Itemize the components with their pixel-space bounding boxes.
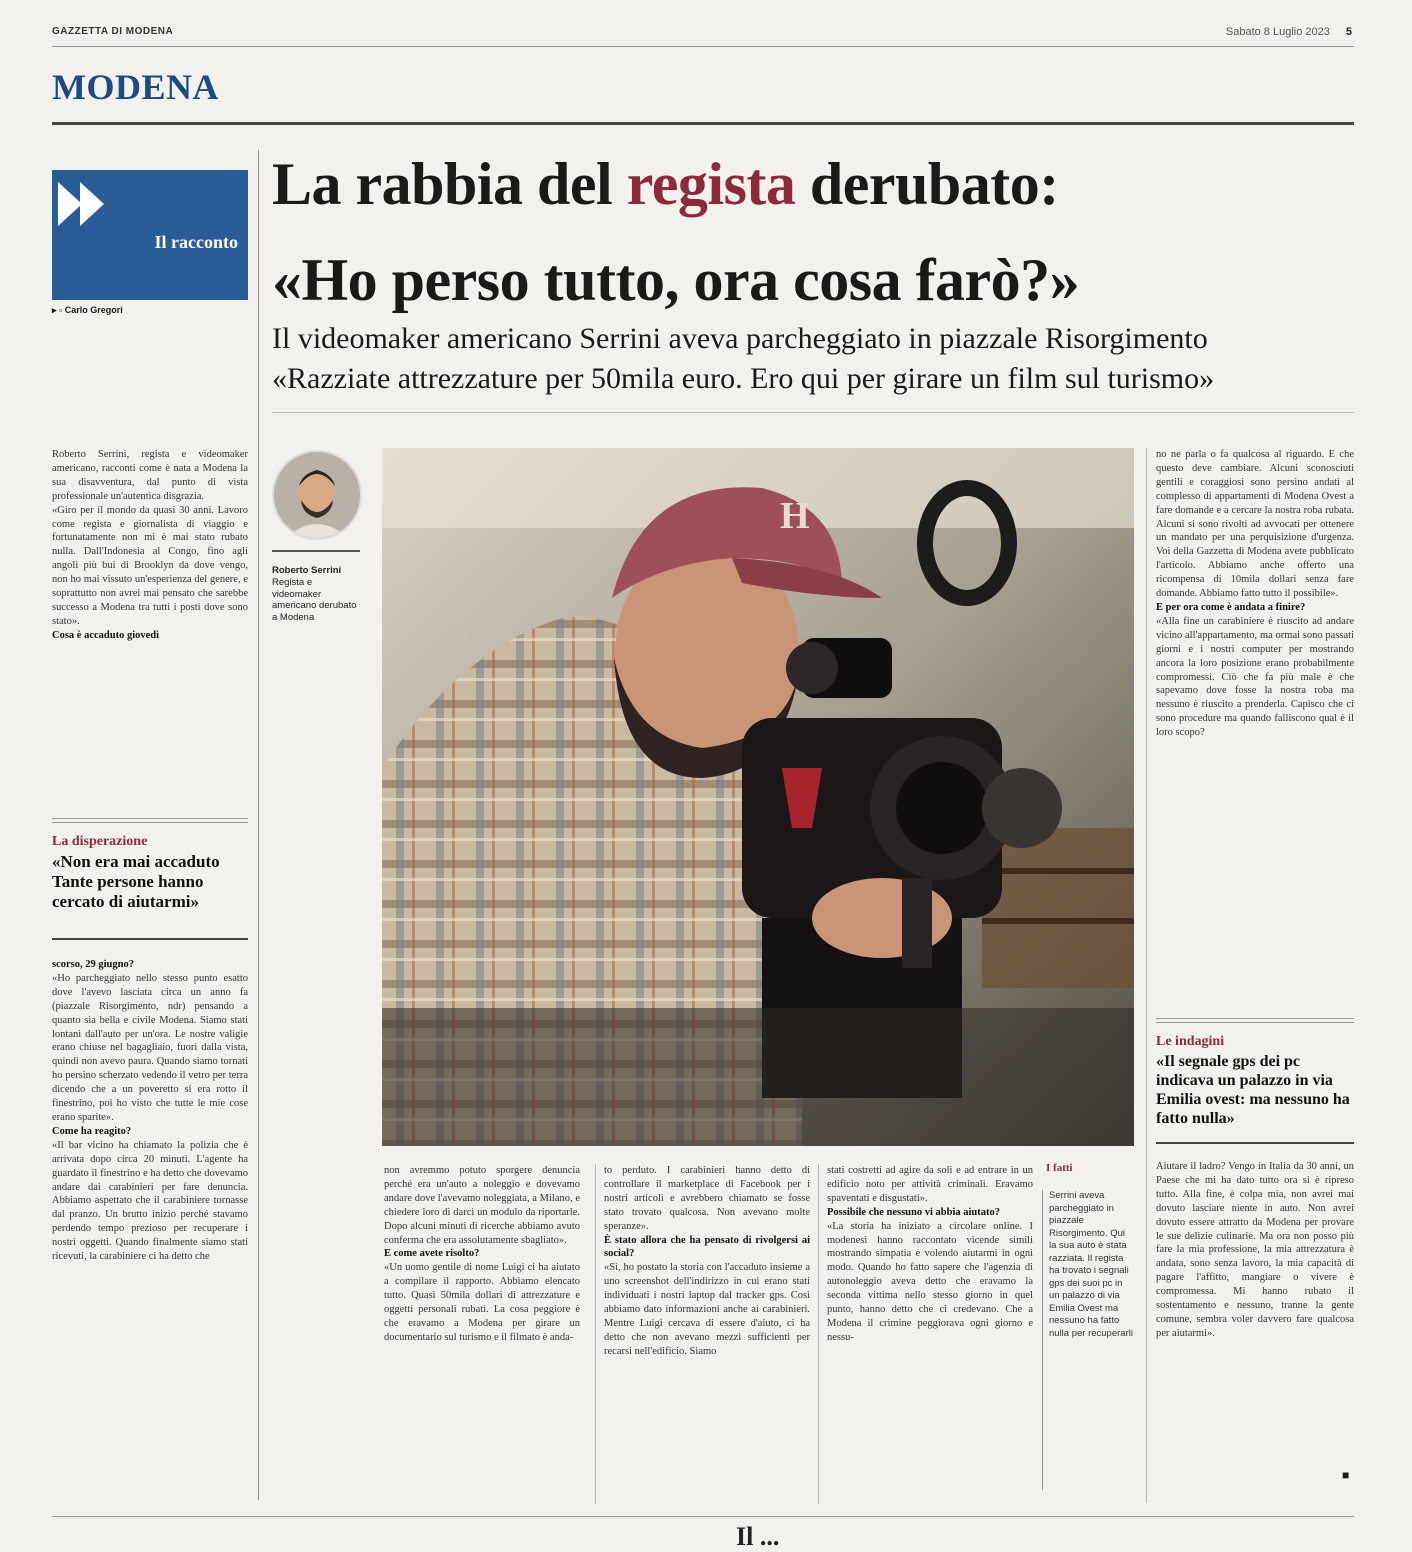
column-1-top [52, 448, 248, 790]
column-1-bottom [52, 958, 248, 1503]
headline-pre: La rabbia del [272, 151, 627, 217]
pull2-rule-top [1156, 1018, 1354, 1019]
interview-question: È stato allora che ha pensato di rivolgersi ai social? [604, 1234, 810, 1260]
masthead: GAZZETTA DI MODENA [52, 26, 174, 37]
body-paragraph: to perduto. I carabinieri hanno detto di controllare il marketplace di Facebook per i nostri articoli e avrebbero chiamato se fosse stato trovato qualcosa. Non avevano molte speranze». [604, 1165, 810, 1232]
page-number: 5 [1345, 26, 1352, 38]
column-5-bottom [1156, 1160, 1354, 1472]
caption-name: Roberto Serrini [272, 565, 342, 576]
subheadline-rule [272, 412, 1354, 413]
body-paragraph: stati costretti ad agire da soli e ad entrare in un edificio noto per attività criminali. Eravamo spaventati e disgustati». [827, 1165, 1033, 1204]
caption-rule [272, 550, 360, 552]
avatar-portrait [274, 452, 360, 538]
headline-line1 [272, 150, 1059, 219]
footer-rule [52, 1516, 1354, 1517]
interview-question: Come ha reagito? [52, 1125, 132, 1137]
photo-caption [272, 565, 362, 624]
headline-highlight: regista [626, 151, 796, 217]
body-paragraph: «Il bar vicino ha chiamato la polizia che è arrivata dopo circa 20 minuti. L'agente ha guardato il finestrino e ha detto che dovevamo andare dai carabinieri per fare denuncia. Abbiamo aspettato che il carabiniere tornasse dal pranzo. Un brutto inizio perché stavamo perdendo tempo prezioso per recuperare i nostri oggetti. Quando finalmente siamo stati ricevuti, la carabiniere ci ha detto che [52, 1139, 248, 1263]
footer-teaser: Il ... [736, 1522, 780, 1551]
headline-line2: «Ho perso tutto, ora cosa farò?» [272, 247, 1080, 313]
pull-rule-top2 [52, 822, 248, 823]
body-paragraph: «La storia ha iniziato a circolare online. I modenesi hanno raccontato vicende simili mostrando simpatia e volendo aiutarmi in ogni modo. Quando ho fatto sapere che l'agenzia di autonoleggio aveva detto che eravamo la seconda vittima nello stesso giorno in quel punto, hanno detto che ci credevano. Che a Modena il crimine peggiorava ogni giorno e nessu- [827, 1220, 1033, 1343]
caption-text: Regista e videomaker americano derubato a Modena [272, 576, 357, 624]
subheadline-line2: «Razziate attrezzature per 50mila euro. Ero qui per girare un film sul turismo» [272, 362, 1215, 395]
pullquote-text: «Non era mai accaduto Tante persone hanno cercato di aiutarmi» [52, 852, 220, 911]
column-4 [818, 1164, 1033, 1504]
headline-post: derubato: [795, 151, 1059, 217]
interview-question: Possibile che nessuno vi abbia aiutato? [827, 1206, 1000, 1218]
facts-box [1042, 1190, 1133, 1490]
facts-text: Serrini aveva parcheggiato in piazzale Risorgimento. Qui la sua auto è stata razziata. Il regista ha trovato i segnali gps dei suoi pc in un palazzo di via Emilia Ovest ma nessuno ha fatto nulla per recuperarli [1049, 1190, 1133, 1339]
date: Sabato 8 Luglio 2023 [1225, 26, 1330, 38]
pull-rule-bottom [52, 938, 248, 940]
interview-question: Cosa è accaduto giovedì [52, 629, 160, 641]
pull-rule-top [52, 818, 248, 819]
column-separator [258, 150, 259, 1500]
pullquote2-text: «Il segnale gps dei pc indicava un palazzo in via Emilia ovest: ma nessuno ha fatto nulla» [1156, 1053, 1350, 1127]
body-paragraph: Aiutare il ladro? Vengo in Italia da 30 anni, un Paese che mi ha dato tutto ora si è ripreso tutto. Alla fine, è colpa mia, non avrei mai dovuto lasciare niente in auto. Non avrei dovuto essere attratto da Modena per provare le sue delizie culinarie. Ma ora non posso più fare la mia professione, la mia attrezzatura è andata, sono senza lavoro, la mia capacità di pagare l'affitto, mangiare o vivere è compromessa. Mi hanno rubato il sostentamento e nessuno, tranne la gente comune, sembra voler davvero fare qualcosa per aiutarmi». [1156, 1161, 1354, 1339]
author-byline: ▸ ▫ Carlo Gregori [52, 305, 123, 315]
pullquote-label: La disperazione [52, 834, 148, 849]
subheadline-line1: Il videomaker americano Serrini aveva parcheggiato in piazzale Risorgimento [272, 322, 1208, 355]
dateline [1226, 26, 1352, 38]
body-paragraph: Roberto Serrini, regista e videomaker americano, racconti come è nata a Modena la sua disavventura, dal punto di vista professionale un'autentica disgrazia. [52, 449, 248, 502]
play-icon [58, 182, 82, 226]
pullquote2-label: Le indagini [1156, 1034, 1225, 1049]
interview-question: scorso, 29 giugno? [52, 959, 134, 970]
author-name: Carlo Gregori [64, 305, 123, 315]
section-rule [52, 122, 1354, 125]
body-paragraph: «Ho parcheggiato nello stesso punto esatto dove l'avevo lasciata circa un anno fa (piazzale Risorgimento, ndr) pensando a quanto sia bella e civile Modena. Siamo stati lontani dall'auto per un'ora. Le nostre valigie erano chiuse nel bagagliaio, fuori dalla vista, quindi non avevo paura. Quando siamo tornati ho persino scherzato vedendo il vetro per terra dicendo che a un poveretto si era rotto il finestrino, poi ho visto che tutte le mie cose erano sparite». [52, 972, 248, 1123]
body-paragraph: no ne parla o fa qualcosa al riguardo. E che questo deve cambiare. Alcuni sconosciuti gentili e coraggiosi sono persino andati al complesso di appartamenti di Modena Ovest a fare domande e a cercare la nostra roba rubata. Alcuni si sono rivolti ad avvocati per ottenere un mandato per una perquisizione d'urgenza. Voi della Gazzetta di Modena avete pubblicato l'articolo. Abbiamo anche offerto una ricompensa di 10mila dollari senza fare domande. Abbiamo fatto tutto il possibile». [1156, 449, 1354, 600]
body-paragraph: non avremmo potuto sporgere denuncia perché era un'auto a noleggio e dovevamo andare dove l'avevamo noleggiata, a Milano, e chiedere loro di darci un modulo da riportarle. Dopo alcuni minuti di ricerche abbiamo avuto conferma che era assolutamente sbagliato». [384, 1165, 580, 1246]
section-title: MODENA [52, 67, 219, 107]
photo-illustration [382, 448, 1134, 1146]
column-2 [384, 1164, 580, 1504]
body-paragraph: «Alla fine un carabiniere è riuscito ad andare vicino all'appartamento, ma ormai sono passati giorni e i nostri computer per mostrando ancora la loro posizione erano probabilmente compromessi. Ciò che fa più male è che sapevamo dove fosse la nostra roba ma nessuno è riuscito a prenderla. Capisco che ci sono procedure ma quando falliscono qual è il loro scopo? [1156, 615, 1354, 739]
top-rule [52, 46, 1354, 47]
svg-text:H: H [780, 495, 810, 537]
interview-question: E come avete risolto? [384, 1248, 480, 1260]
facts-label: I fatti [1046, 1162, 1073, 1174]
pull2-rule-bottom [1156, 1142, 1354, 1144]
play-icon-second [80, 182, 104, 226]
main-photo [382, 448, 1134, 1146]
body-paragraph: «Un uomo gentile di nome Luigi ci ha aiutato a compilare il rapporto. Abbiamo elencato tutto. Quasi 50mila dollari di attrezzature e oggetti personali rubati. La cosa peggiore è che eravamo a Modena per girare un documentario sul turismo e il filmato è anda- [384, 1262, 580, 1343]
column-5-top [1156, 448, 1354, 988]
interview-question: E per ora come è andata a finire? [1156, 601, 1306, 613]
author-avatar [272, 450, 362, 540]
column-3 [595, 1164, 810, 1504]
kicker-label: Il racconto [154, 232, 238, 252]
right-column-separator [1146, 448, 1147, 1503]
pull2-rule-top2 [1156, 1022, 1354, 1023]
kicker-box [52, 170, 248, 300]
body-paragraph: «Giro per il mondo da quasi 30 anni. Lavoro come regista e giornalista di viaggio e fortunatamente non mi è mai stato rubato nulla. Dall'Indonesia al Congo, fino agli angoli più bui di Brooklyn da dove vengo, non ho mai vissuto un'esperienza del genere, e soprattutto non avrei mai pensato che sarebbe successo a Modena tra tutti i posti dove sono stato». [52, 504, 248, 627]
body-paragraph: «Sì, ho postato la storia con l'accaduto insieme a uno screenshot dell'indirizzo in cui erano stati individuati i nostri laptop dal tracker gps. Così abbiamo dato informazioni anche ai carabinieri. Mentre Luigi cercava di essere d'aiuto, ci ha detto che non avevano mezzi sufficienti per recarsi nell'edificio. Siamo [604, 1262, 810, 1357]
end-mark-icon: ■ [1342, 1468, 1350, 1482]
